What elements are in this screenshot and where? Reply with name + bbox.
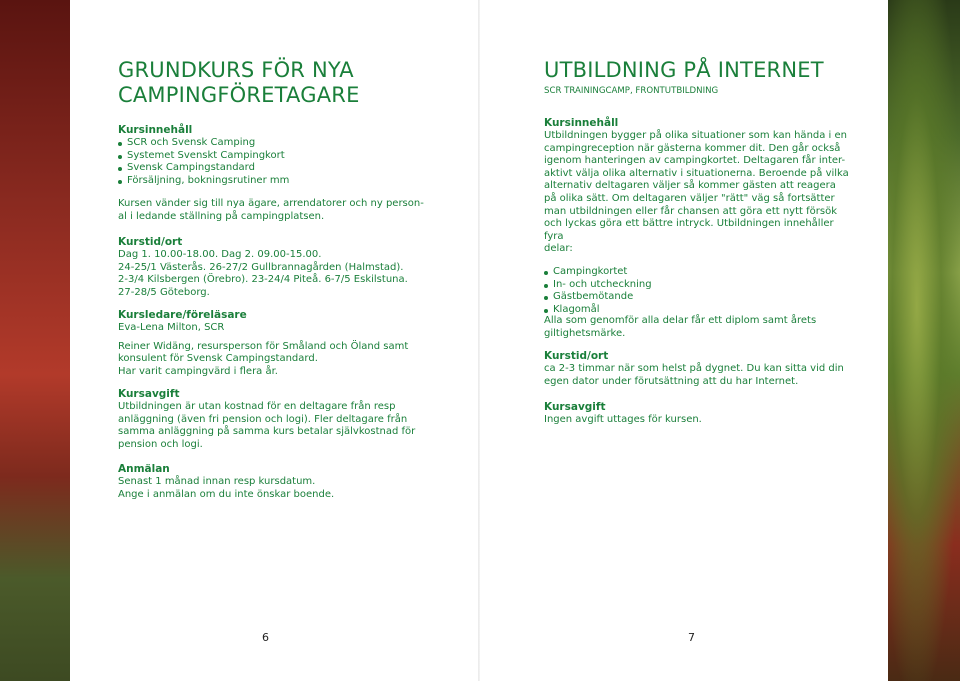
bullet-list xyxy=(544,266,854,316)
section-title: Kursinnehåll xyxy=(118,124,193,136)
list-item: Gästbemötande xyxy=(544,291,854,304)
right-page-subtitle: SCR TRAININGCAMP, FRONTUTBILDNING xyxy=(544,86,719,96)
left-page-title: GRUNDKURS FÖR NYA CAMPINGFÖRETAGARE xyxy=(118,58,360,107)
page-number: 7 xyxy=(688,631,695,644)
right-page-title: UTBILDNING PÅ INTERNET xyxy=(544,58,824,82)
section-title: Kursavgift xyxy=(544,401,606,413)
list-item: Campingkortet xyxy=(544,266,854,279)
section-title: Kurstid/ort xyxy=(544,350,609,362)
right-diplom-paragraph: Alla som genomför alla delar får ett diplom samt årets giltighetsmärke. xyxy=(544,315,817,339)
left-anmalan-section: Anmälan Senast 1 månad innan resp kursdatum. Ange i anmälan om du inte önskar boende. xyxy=(118,463,448,501)
background-photo-right xyxy=(888,0,960,681)
section-title: Kursledare/föreläsare xyxy=(118,309,247,321)
list-item: Försäljning, bokningsrutiner mm xyxy=(118,175,448,188)
list-item: SCR och Svensk Camping xyxy=(118,137,448,150)
list-item: In- och utcheckning xyxy=(544,279,854,292)
section-title: Anmälan xyxy=(118,463,170,475)
left-kursavgift-section: Kursavgift Utbildningen är utan kostnad för en deltagare från resp anläggning (även fri pension och logi). Fler deltagare från samma anläggning på samma kurs betalar självkostnad för pension och logi. xyxy=(118,388,448,451)
left-kurstid-section: Kurstid/ort Dag 1. 10.00-18.00. Dag 2. 09.00-15.00. 24-25/1 Västerås. 26-27/2 Gullbrannagården (Halmstad). 2-3/4 Kilsbergen (Örebro). 23-24/4 Piteå. 6-7/5 Eskilstuna. 27-28/5 Göteborg. xyxy=(118,236,448,299)
page-number: 6 xyxy=(262,631,269,644)
section-title: Kursavgift xyxy=(118,388,180,400)
right-kursinnehall-section: Kursinnehåll Utbildningen bygger på olika situationer som kan hända i en campingreception när gästerna kommer dit. Den går också igenom hanteringen av campingkortet. Deltagaren får inter- aktivt välja olika alternativ i situationerna. Beroende på vilka alternativ deltagaren väljer så kommer gästen att reagera på olika sätt. Om deltagaren väljer "rätt" väg så fortsätter man utbildningen eller får chansen att göra ett nytt försök och lyckas göra ett bättre intryck. Utbildningen innehåller fyra delar: Campingkortet In- och utcheckning Gästbemötande Klagomål xyxy=(544,117,854,316)
right-page-header xyxy=(544,58,824,97)
right-page xyxy=(480,0,888,681)
right-kursavgift-section: Kursavgift Ingen avgift uttages för kursen. xyxy=(544,401,854,427)
left-kursledare-section: Kursledare/föreläsare Eva-Lena Milton, SCR Reiner Widäng, resursperson för Småland och Öland samt konsulent för Svensk Campingstandard. Har varit campingvärd i flera år. xyxy=(118,309,448,378)
left-kursinnehall-section xyxy=(118,124,448,187)
section-title: Kurstid/ort xyxy=(118,236,183,248)
right-kurstid-section: Kurstid/ort ca 2-3 timmar när som helst på dygnet. Du kan sitta vid din egen dator under förutsättning att du har Internet. xyxy=(544,350,854,388)
bullet-list xyxy=(118,137,448,187)
list-item: Svensk Campingstandard xyxy=(118,162,448,175)
section-title: Kursinnehåll xyxy=(544,117,619,129)
list-item: Klagomål xyxy=(544,304,854,317)
left-intro-paragraph: Kursen vänder sig till nya ägare, arrendatorer och ny person- al i ledande ställning på campingplatsen. xyxy=(118,198,424,222)
list-item: Systemet Svenskt Campingkort xyxy=(118,150,448,163)
background-photo-left xyxy=(0,0,70,681)
left-page xyxy=(70,0,480,681)
